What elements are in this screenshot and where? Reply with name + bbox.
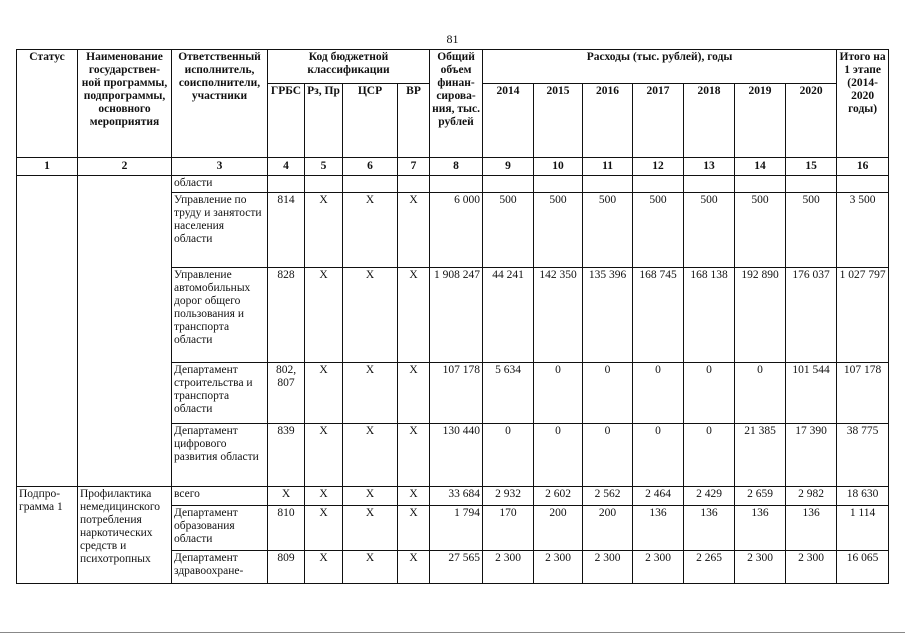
year-cell: 0 [684, 424, 735, 487]
year-cell: 136 [684, 506, 735, 551]
column-number: 9 [483, 158, 534, 176]
csr-cell: Х [343, 193, 398, 268]
year-cell: 168 138 [684, 268, 735, 363]
total-cell [430, 176, 483, 193]
year-cell: 0 [583, 363, 633, 424]
year-cell: 2 300 [735, 551, 786, 584]
year-cell: 176 037 [786, 268, 837, 363]
year-cell: 2 932 [483, 487, 534, 506]
csr-cell: Х [343, 551, 398, 584]
year-cell [483, 176, 534, 193]
column-number: 5 [305, 158, 343, 176]
year-cell: 21 385 [735, 424, 786, 487]
year-cell [684, 176, 735, 193]
csr-cell: Х [343, 268, 398, 363]
header-year: 2018 [684, 84, 735, 158]
header-expenses: Расходы (тыс. рублей), годы [483, 50, 837, 84]
year-cell: 2 982 [786, 487, 837, 506]
rzpr-cell: Х [305, 424, 343, 487]
year-cell: 2 464 [633, 487, 684, 506]
header-total: Общий объем финан-сирова-ния, тыс. рублей [430, 50, 483, 158]
header-name: Наименование государствен-ной программы, подпрограммы, основного мероприятия [78, 50, 172, 158]
header-grbs: ГРБС [268, 84, 305, 158]
year-cell: 500 [583, 193, 633, 268]
year-cell: 2 429 [684, 487, 735, 506]
year-cell: 0 [633, 363, 684, 424]
year-cell: 0 [735, 363, 786, 424]
year-cell: 2 300 [483, 551, 534, 584]
csr-cell: Х [343, 424, 398, 487]
rzpr-cell: Х [305, 193, 343, 268]
year-cell: 500 [534, 193, 583, 268]
grbs-cell [268, 176, 305, 193]
year-cell: 17 390 [786, 424, 837, 487]
column-number: 3 [172, 158, 268, 176]
total-cell: 33 684 [430, 487, 483, 506]
column-number: 8 [430, 158, 483, 176]
header-rzpr: Рз, Пр [305, 84, 343, 158]
column-number: 4 [268, 158, 305, 176]
header-stage-total: Итого на 1 этапе (2014-2020 годы) [837, 50, 889, 158]
year-cell: 500 [483, 193, 534, 268]
year-cell: 0 [483, 424, 534, 487]
table-row [17, 176, 889, 193]
header-vr: ВР [398, 84, 430, 158]
year-cell: 101 544 [786, 363, 837, 424]
header-row-1 [17, 50, 889, 84]
vr-cell: Х [398, 268, 430, 363]
header-year: 2014 [483, 84, 534, 158]
name-cell [78, 176, 172, 487]
vr-cell: Х [398, 363, 430, 424]
vr-cell: Х [398, 551, 430, 584]
stage-total-cell: 3 500 [837, 193, 889, 268]
grbs-cell: 828 [268, 268, 305, 363]
stage-total-cell: 18 630 [837, 487, 889, 506]
header-budget-code: Код бюджетной классификации [268, 50, 430, 84]
grbs-cell: 810 [268, 506, 305, 551]
total-cell: 6 000 [430, 193, 483, 268]
header-year: 2015 [534, 84, 583, 158]
grbs-cell: 839 [268, 424, 305, 487]
year-cell: 500 [735, 193, 786, 268]
year-cell: 168 745 [633, 268, 684, 363]
column-number-row [17, 158, 889, 176]
column-number: 16 [837, 158, 889, 176]
year-cell: 136 [633, 506, 684, 551]
rzpr-cell [305, 176, 343, 193]
column-number: 14 [735, 158, 786, 176]
year-cell: 136 [735, 506, 786, 551]
year-cell [735, 176, 786, 193]
total-cell: 27 565 [430, 551, 483, 584]
column-number: 10 [534, 158, 583, 176]
year-cell: 200 [583, 506, 633, 551]
header-executor: Ответственный исполнитель, соисполнители, участники [172, 50, 268, 158]
year-cell: 0 [684, 363, 735, 424]
status-cell [17, 176, 78, 487]
total-cell: 107 178 [430, 363, 483, 424]
header-year: 2017 [633, 84, 684, 158]
rzpr-cell: Х [305, 363, 343, 424]
year-cell: 142 350 [534, 268, 583, 363]
rzpr-cell: Х [305, 487, 343, 506]
year-cell: 170 [483, 506, 534, 551]
csr-cell: Х [343, 506, 398, 551]
grbs-cell: 814 [268, 193, 305, 268]
stage-total-cell: 38 775 [837, 424, 889, 487]
csr-cell: Х [343, 487, 398, 506]
year-cell: 500 [684, 193, 735, 268]
rzpr-cell: Х [305, 268, 343, 363]
subprogram-name: Профилактика немедицинского потребления наркотических средств и психотропных [78, 487, 172, 584]
header-year: 2020 [786, 84, 837, 158]
executor-cell: Управление автомобильных дорог общего пользования и транспорта области [172, 268, 268, 363]
header-status: Статус [17, 50, 78, 158]
year-cell: 136 [786, 506, 837, 551]
column-number: 11 [583, 158, 633, 176]
year-cell [534, 176, 583, 193]
header-year: 2019 [735, 84, 786, 158]
year-cell: 0 [534, 363, 583, 424]
grbs-cell: 809 [268, 551, 305, 584]
year-cell: 2 562 [583, 487, 633, 506]
header-year: 2016 [583, 84, 633, 158]
vr-cell [398, 176, 430, 193]
stage-total-cell: 1 027 797 [837, 268, 889, 363]
csr-cell [343, 176, 398, 193]
year-cell: 2 659 [735, 487, 786, 506]
executor-cell: Управление по труду и занятости населения области [172, 193, 268, 268]
executor-cell: Департамент строительства и транспорта области [172, 363, 268, 424]
scan-edge-line [0, 632, 905, 633]
total-cell: 1 908 247 [430, 268, 483, 363]
column-number: 15 [786, 158, 837, 176]
vr-cell: Х [398, 487, 430, 506]
executor-cell: Департамент цифрового развития области [172, 424, 268, 487]
year-cell: 192 890 [735, 268, 786, 363]
column-number: 12 [633, 158, 684, 176]
year-cell: 200 [534, 506, 583, 551]
year-cell: 2 300 [583, 551, 633, 584]
csr-cell: Х [343, 363, 398, 424]
year-cell: 0 [534, 424, 583, 487]
year-cell [633, 176, 684, 193]
grbs-cell: Х [268, 487, 305, 506]
year-cell: 500 [633, 193, 684, 268]
budget-table [16, 49, 889, 584]
year-cell: 2 265 [684, 551, 735, 584]
total-cell: 130 440 [430, 424, 483, 487]
year-cell: 2 602 [534, 487, 583, 506]
subprogram-status: Подпро-грамма 1 [17, 487, 78, 584]
year-cell: 5 634 [483, 363, 534, 424]
stage-total-cell: 16 065 [837, 551, 889, 584]
year-cell: 44 241 [483, 268, 534, 363]
column-number: 6 [343, 158, 398, 176]
stage-total-cell: 107 178 [837, 363, 889, 424]
rzpr-cell: Х [305, 551, 343, 584]
executor-cell: области [172, 176, 268, 193]
rzpr-cell: Х [305, 506, 343, 551]
year-cell: 0 [633, 424, 684, 487]
total-cell: 1 794 [430, 506, 483, 551]
vr-cell: Х [398, 193, 430, 268]
column-number: 1 [17, 158, 78, 176]
column-number: 13 [684, 158, 735, 176]
executor-cell: Департамент здравоохране- [172, 551, 268, 584]
stage-total-cell: 1 114 [837, 506, 889, 551]
table-row [17, 487, 889, 506]
stage-total-cell [837, 176, 889, 193]
year-cell: 500 [786, 193, 837, 268]
vr-cell: Х [398, 506, 430, 551]
header-csr: ЦСР [343, 84, 398, 158]
column-number: 7 [398, 158, 430, 176]
executor-cell: всего [172, 487, 268, 506]
year-cell [583, 176, 633, 193]
year-cell [786, 176, 837, 193]
year-cell: 2 300 [786, 551, 837, 584]
year-cell: 0 [583, 424, 633, 487]
year-cell: 135 396 [583, 268, 633, 363]
year-cell: 2 300 [633, 551, 684, 584]
grbs-cell: 802, 807 [268, 363, 305, 424]
year-cell: 2 300 [534, 551, 583, 584]
page-number: 81 [446, 32, 459, 46]
vr-cell: Х [398, 424, 430, 487]
column-number: 2 [78, 158, 172, 176]
executor-cell: Департамент образования области [172, 506, 268, 551]
